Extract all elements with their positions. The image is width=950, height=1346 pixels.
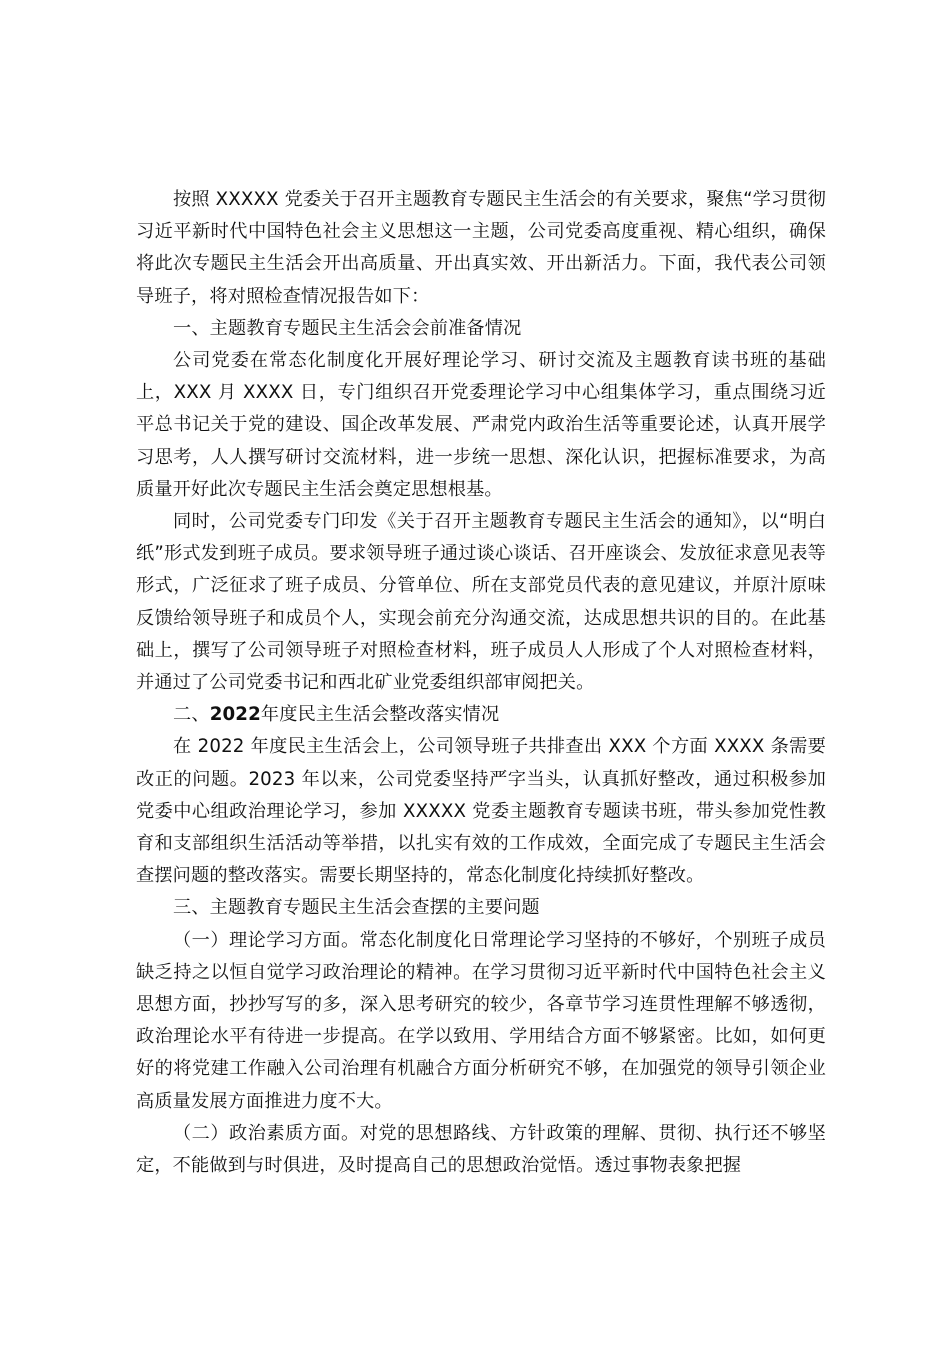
preparation-paragraph-2: 同时，公司党委专门印发《关于召开主题教育专题民主生活会的通知》，以“明白纸”形式发到班子成员。要求领导班子通过谈心谈话、召开座谈会、发放征求意见表等形式，广泛征求了班子成员、分管单位、所在支部党员代表的意见建议，并原汁原味反馈给领导班子和成员个人，实现会前充分沟通交流，达成思想共识的目的。在此基础上，撰写了公司领导班子对照检查材料，班子成员人人形成了个人对照检查材料，并通过了公司党委书记和西北矿业党委组织部审阅把关。 <box>136 511 826 694</box>
rectification-paragraph: 在 2022 年度民主生活会上，公司领导班子共排查出 XXX 个方面 XXXX 条需要改正的问题。2023 年以来，公司党委坚持严字当头，认真抓好整改，通过积极参加党委中心组政治理论学习，参加 XXXXX 党委主题教育专题读书班，带头参加党性教育和支部组织生活活动等举措，以扎实有效的工作成效，全面完成了专题民主生活会查摆问题的整改落实。需要长期坚持的，常态化制度化持续抓好整改。 <box>136 736 826 887</box>
issue-theory-study-paragraph: （一）理论学习方面。常态化制度化日常理论学习坚持的不够好，个别班子成员缺乏持之以恒自觉学习政治理论的精神。在学习贯彻习近平新时代中国特色社会主义思想方面，抄抄写写的多，深入思考研究的较少，各章节学习连贯性理解不够透彻，政治理论水平有待进一步提高。在学以致用、学用结合方面不够紧密。比如，如何更好的将党建工作融入公司治理有机融合方面分析研究不够，在加强党的领导引领企业高质量发展方面推进力度不大。 <box>136 929 826 1112</box>
section-heading-2 <box>136 699 826 731</box>
section-heading-2-prefix: 二、 <box>173 704 210 726</box>
document-body <box>136 184 826 1182</box>
section-heading-3: 三、主题教育专题民主生活会查摆的主要问题 <box>173 897 540 919</box>
issue-political-quality-paragraph: （二）政治素质方面。对党的思想路线、方针政策的理解、贯彻、执行还不够坚定，不能做到与时俱进，及时提高自己的思想政治觉悟。透过事物表象把握 <box>136 1122 826 1177</box>
section-heading-1: 一、主题教育专题民主生活会会前准备情况 <box>173 317 522 339</box>
preparation-paragraph-1: 公司党委在常态化制度化开展好理论学习、研讨交流及主题教育读书班的基础上，XXX 月 XXXX 日，专门组织召开党委理论学习中心组集体学习，重点围绕习近平总书记关于党的建设、国企改革发展、严肃党内政治生活等重要论述，认真开展学习思考，人人撰写研讨交流材料，进一步统一思想、深化认识，把握标准要求，为高质量开好此次专题民主生活会奠定思想根基。 <box>136 350 826 500</box>
intro-paragraph: 按照 XXXXX 党委关于召开主题教育专题民主生活会的有关要求，聚焦“学习贯彻习近平新时代中国特色社会主义思想这一主题，公司党委高度重视、精心组织，确保将此次专题民主生活会开出高质量、开出真实效、开出新活力。下面，我代表公司领导班子，将对照检查情况报告如下： <box>136 189 826 307</box>
section-heading-2-year: 2022 <box>209 704 261 726</box>
section-heading-2-suffix: 年度民主生活会整改落实情况 <box>260 704 500 726</box>
